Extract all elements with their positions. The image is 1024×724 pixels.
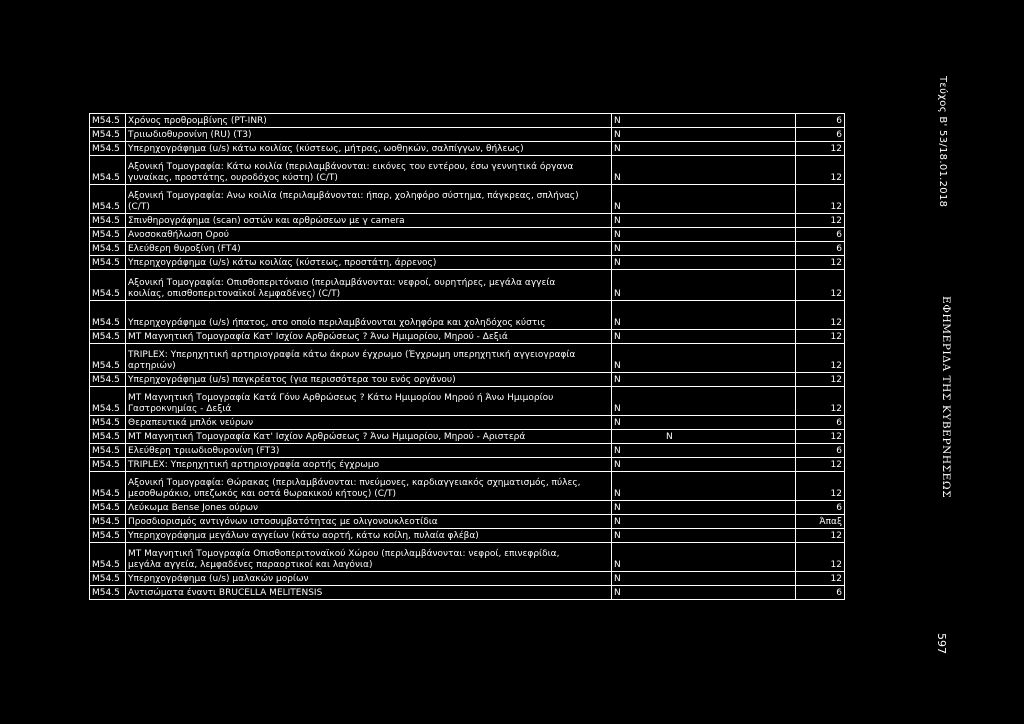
description-line: TRIPLEX: Υπερηχητική αρτηριογραφία αορτής έγχρωμο [128, 460, 380, 470]
cell-flag: N [612, 515, 796, 529]
description-line: Υπερηχογράφημα (u/s) παγκρέατος (για περισσότερα του ενός οργάνου) [128, 375, 456, 385]
cell-description [126, 256, 612, 270]
cell-code: M54.5 [90, 529, 126, 543]
description-line: Αξονική Τομογραφία: Ανω κοιλία (περιλαμβάνονται: ήπαρ, χοληφόρο σύστημα, πάγκρεας, σπλήνας) [128, 191, 579, 201]
table-row [90, 543, 845, 572]
cell-description [126, 501, 612, 515]
cell-flag: N [612, 387, 796, 416]
table-row [90, 270, 845, 301]
table-row [90, 301, 845, 330]
cell-code: M54.5 [90, 142, 126, 156]
description-line: Υπερηχογράφημα (u/s) κάτω κοιλίας (κύστεως, προστάτη, άρρενος) [128, 258, 437, 268]
description-line: MT Μαγνητική Τομογραφία Κατά Γόνυ Αρθρώσεως ? Κάτω Ημιμορίου Μηρού ή Άνω Ημιμορίου [128, 393, 554, 403]
description-line: κοιλίας, οπισθοπεριτοναϊκοί λεμφαδένες) (C/T) [128, 289, 341, 299]
cell-description [126, 156, 612, 185]
cell-description [126, 330, 612, 344]
cell-points: 12 [796, 387, 845, 416]
table-row [90, 529, 845, 543]
cell-points: 12 [796, 214, 845, 228]
table-row [90, 242, 845, 256]
cell-flag: N [612, 228, 796, 242]
cell-flag: N [612, 543, 796, 572]
cell-points: 12 [796, 344, 845, 373]
cell-flag: N [612, 344, 796, 373]
cell-description [126, 458, 612, 472]
cell-flag: N [612, 142, 796, 156]
table-row [90, 142, 845, 156]
description-line: Σπινθηρογράφημα (scan) οστών και αρθρώσεων με γ camera [128, 216, 405, 226]
table-row [90, 214, 845, 228]
cell-code: M54.5 [90, 114, 126, 128]
cell-points: 12 [796, 156, 845, 185]
cell-code: M54.5 [90, 156, 126, 185]
table-row [90, 114, 845, 128]
gazette-title: ΕΦΗΜΕΡΙΔΑ ΤΗΣ ΚΥΒΕΡΝΗΣΕΩΣ [940, 296, 952, 499]
description-line: Αξονική Τομογραφία: Θώρακας (περιλαμβάνονται: πνεύμονες, καρδιαγγειακός σχηματισμός, πύλες, [128, 478, 581, 488]
description-line: μεσοθωράκιο, υπεζωκός και οστά θωρακικού κήτους) (C/T) [128, 489, 397, 499]
description-line: γυναίκας, προστάτης, ουροδόχος κύστη) (C/T) [128, 173, 338, 183]
cell-flag: N [612, 256, 796, 270]
table-row [90, 344, 845, 373]
cell-flag: N [612, 156, 796, 185]
cell-code: M54.5 [90, 472, 126, 501]
table-row [90, 228, 845, 242]
table-row [90, 515, 845, 529]
description-line: Ελεύθερη θυροξίνη (FT4) [128, 244, 241, 254]
cell-points: 12 [796, 301, 845, 330]
procedures-table [89, 113, 845, 600]
cell-points: 12 [796, 256, 845, 270]
table-row [90, 472, 845, 501]
cell-code: M54.5 [90, 586, 126, 600]
cell-flag: N [612, 373, 796, 387]
cell-flag: N [612, 114, 796, 128]
description-line: Γαστροκνημίας - Δεξιά [128, 404, 232, 414]
cell-description [126, 214, 612, 228]
table-row [90, 416, 845, 430]
cell-code: M54.5 [90, 228, 126, 242]
description-line: (C/T) [128, 202, 150, 212]
description-line: Υπερηχογράφημα (u/s) ήπατος, στο οποίο περιλαμβάνονται χοληφόρα και χοληδόχος κύστις [128, 318, 546, 328]
cell-code: M54.5 [90, 301, 126, 330]
cell-description [126, 142, 612, 156]
description-line: Αξονική Τομογραφία: Οπισθοπεριτόναιο (περιλαμβάνονται: νεφροί, ουρητήρες, μεγάλα αγγεία [128, 278, 556, 288]
description-line: Αξονική Τομογραφία: Κάτω κοιλία (περιλαμβάνονται: εικόνες του εντέρου, έσω γεννητικά όργανα [128, 162, 574, 172]
table-row [90, 373, 845, 387]
cell-flag: N [612, 330, 796, 344]
cell-description [126, 444, 612, 458]
cell-flag: N [612, 458, 796, 472]
table-row [90, 256, 845, 270]
cell-flag: N [612, 270, 796, 301]
cell-points: 12 [796, 330, 845, 344]
table-row [90, 572, 845, 586]
table-body [90, 114, 845, 600]
table-row [90, 586, 845, 600]
cell-points: 12 [796, 270, 845, 301]
description-line: MT Μαγνητική Τομογραφία Οπισθοπεριτοναϊκού Χώρου (περιλαμβάνονται: νεφροί, επινεφρίδια, [128, 549, 560, 559]
cell-flag: N [612, 430, 796, 444]
description-line: Υπερηχογράφημα (u/s) μαλακών μορίων [128, 574, 309, 584]
cell-code: M54.5 [90, 572, 126, 586]
cell-description [126, 572, 612, 586]
issue-header: Τεύχος Β' 53/18.01.2018 [937, 76, 948, 208]
page-number: 597 [935, 633, 948, 654]
cell-description [126, 515, 612, 529]
cell-points: 6 [796, 444, 845, 458]
cell-description [126, 472, 612, 501]
cell-description [126, 228, 612, 242]
cell-code: M54.5 [90, 242, 126, 256]
cell-points: 12 [796, 572, 845, 586]
table-row [90, 501, 845, 515]
cell-points: 12 [796, 142, 845, 156]
cell-code: M54.5 [90, 458, 126, 472]
cell-flag: N [612, 242, 796, 256]
cell-points: 12 [796, 373, 845, 387]
cell-points: Άπαξ [796, 515, 845, 529]
cell-description [126, 242, 612, 256]
cell-description [126, 586, 612, 600]
table-row [90, 430, 845, 444]
cell-flag: N [612, 501, 796, 515]
description-line: Υπερηχογράφημα (u/s) κάτω κοιλίας (κύστεως, μήτρας, ωοθηκών, σαλπίγγων, θήλεως) [128, 144, 524, 154]
description-line: Αντισώματα έναντι BRUCELLA MELITENSIS [128, 588, 323, 598]
cell-points: 6 [796, 242, 845, 256]
table-row [90, 185, 845, 214]
cell-description [126, 529, 612, 543]
cell-code: M54.5 [90, 214, 126, 228]
cell-flag: N [612, 572, 796, 586]
cell-points: 6 [796, 114, 845, 128]
cell-flag: N [612, 214, 796, 228]
cell-flag: N [612, 586, 796, 600]
cell-flag: N [612, 301, 796, 330]
cell-points: 12 [796, 185, 845, 214]
cell-flag: N [612, 472, 796, 501]
description-line: MT Μαγνητική Τομογραφία Κατ' Ισχίον Αρθρώσεως ? Άνω Ημιμορίου, Μηρού - Αριστερά [128, 432, 526, 442]
cell-code: M54.5 [90, 515, 126, 529]
cell-points: 12 [796, 458, 845, 472]
cell-description [126, 373, 612, 387]
cell-description [126, 416, 612, 430]
cell-description [126, 114, 612, 128]
cell-code: M54.5 [90, 444, 126, 458]
description-line: Τριιωδιοθυρονίνη (RU) (T3) [128, 130, 252, 140]
cell-code: M54.5 [90, 373, 126, 387]
cell-flag: N [612, 529, 796, 543]
description-line: Χρόνος προθρομβίνης (PT-INR) [128, 116, 267, 126]
cell-flag: N [612, 416, 796, 430]
cell-points: 6 [796, 128, 845, 142]
cell-description [126, 128, 612, 142]
table-row [90, 458, 845, 472]
description-line: αρτηριών) [128, 361, 176, 371]
cell-description [126, 185, 612, 214]
table-row [90, 330, 845, 344]
cell-code: M54.5 [90, 128, 126, 142]
cell-points: 6 [796, 501, 845, 515]
description-line: Ελεύθερη τριιωδιοθυρονίνη (FT3) [128, 446, 280, 456]
cell-code: M54.5 [90, 416, 126, 430]
cell-code: M54.5 [90, 344, 126, 373]
table-row [90, 387, 845, 416]
cell-code: M54.5 [90, 501, 126, 515]
description-line: Ανοσοκαθήλωση Ορού [128, 230, 229, 240]
cell-points: 12 [796, 543, 845, 572]
cell-points: 12 [796, 529, 845, 543]
description-line: Θεραπευτικά μπλόκ νεύρων [128, 418, 254, 428]
cell-description [126, 301, 612, 330]
cell-code: M54.5 [90, 430, 126, 444]
cell-code: M54.5 [90, 543, 126, 572]
description-line: TRIPLEX: Υπερηχητική αρτηριογραφία κάτω άκρων έγχρωμο (Έγχρωμη υπερηχητική αγγειογραφία [128, 350, 576, 360]
cell-flag: N [612, 128, 796, 142]
description-line: μεγάλα αγγεία, λεμφαδένες παραορτικοί και λαγόνια) [128, 560, 373, 570]
cell-points: 6 [796, 228, 845, 242]
table-row [90, 156, 845, 185]
cell-description [126, 270, 612, 301]
cell-description [126, 387, 612, 416]
cell-points: 6 [796, 416, 845, 430]
cell-code: M54.5 [90, 270, 126, 301]
description-line: Λεύκωμα Bense Jones ούρων [128, 503, 259, 513]
cell-description [126, 543, 612, 572]
description-line: Προσδιορισμός αντιγόνων ιστοσυμβατότητας με ολιγονουκλεοτίδια [128, 517, 438, 527]
cell-description [126, 430, 612, 444]
cell-code: M54.5 [90, 185, 126, 214]
cell-flag: N [612, 185, 796, 214]
cell-code: M54.5 [90, 330, 126, 344]
description-line: Υπερηχογράφημα μεγάλων αγγείων (κάτω αορτή, κάτω κοίλη, πυλαία φλέβα) [128, 531, 479, 541]
table-row [90, 444, 845, 458]
cell-code: M54.5 [90, 387, 126, 416]
cell-flag: N [612, 444, 796, 458]
cell-code: M54.5 [90, 256, 126, 270]
cell-points: 6 [796, 586, 845, 600]
table-row [90, 128, 845, 142]
cell-points: 12 [796, 472, 845, 501]
cell-points: 12 [796, 430, 845, 444]
description-line: MT Μαγνητική Τομογραφία Κατ' Ισχίον Αρθρώσεως ? Άνω Ημιμορίου, Μηρού - Δεξιά [128, 332, 508, 342]
cell-description [126, 344, 612, 373]
